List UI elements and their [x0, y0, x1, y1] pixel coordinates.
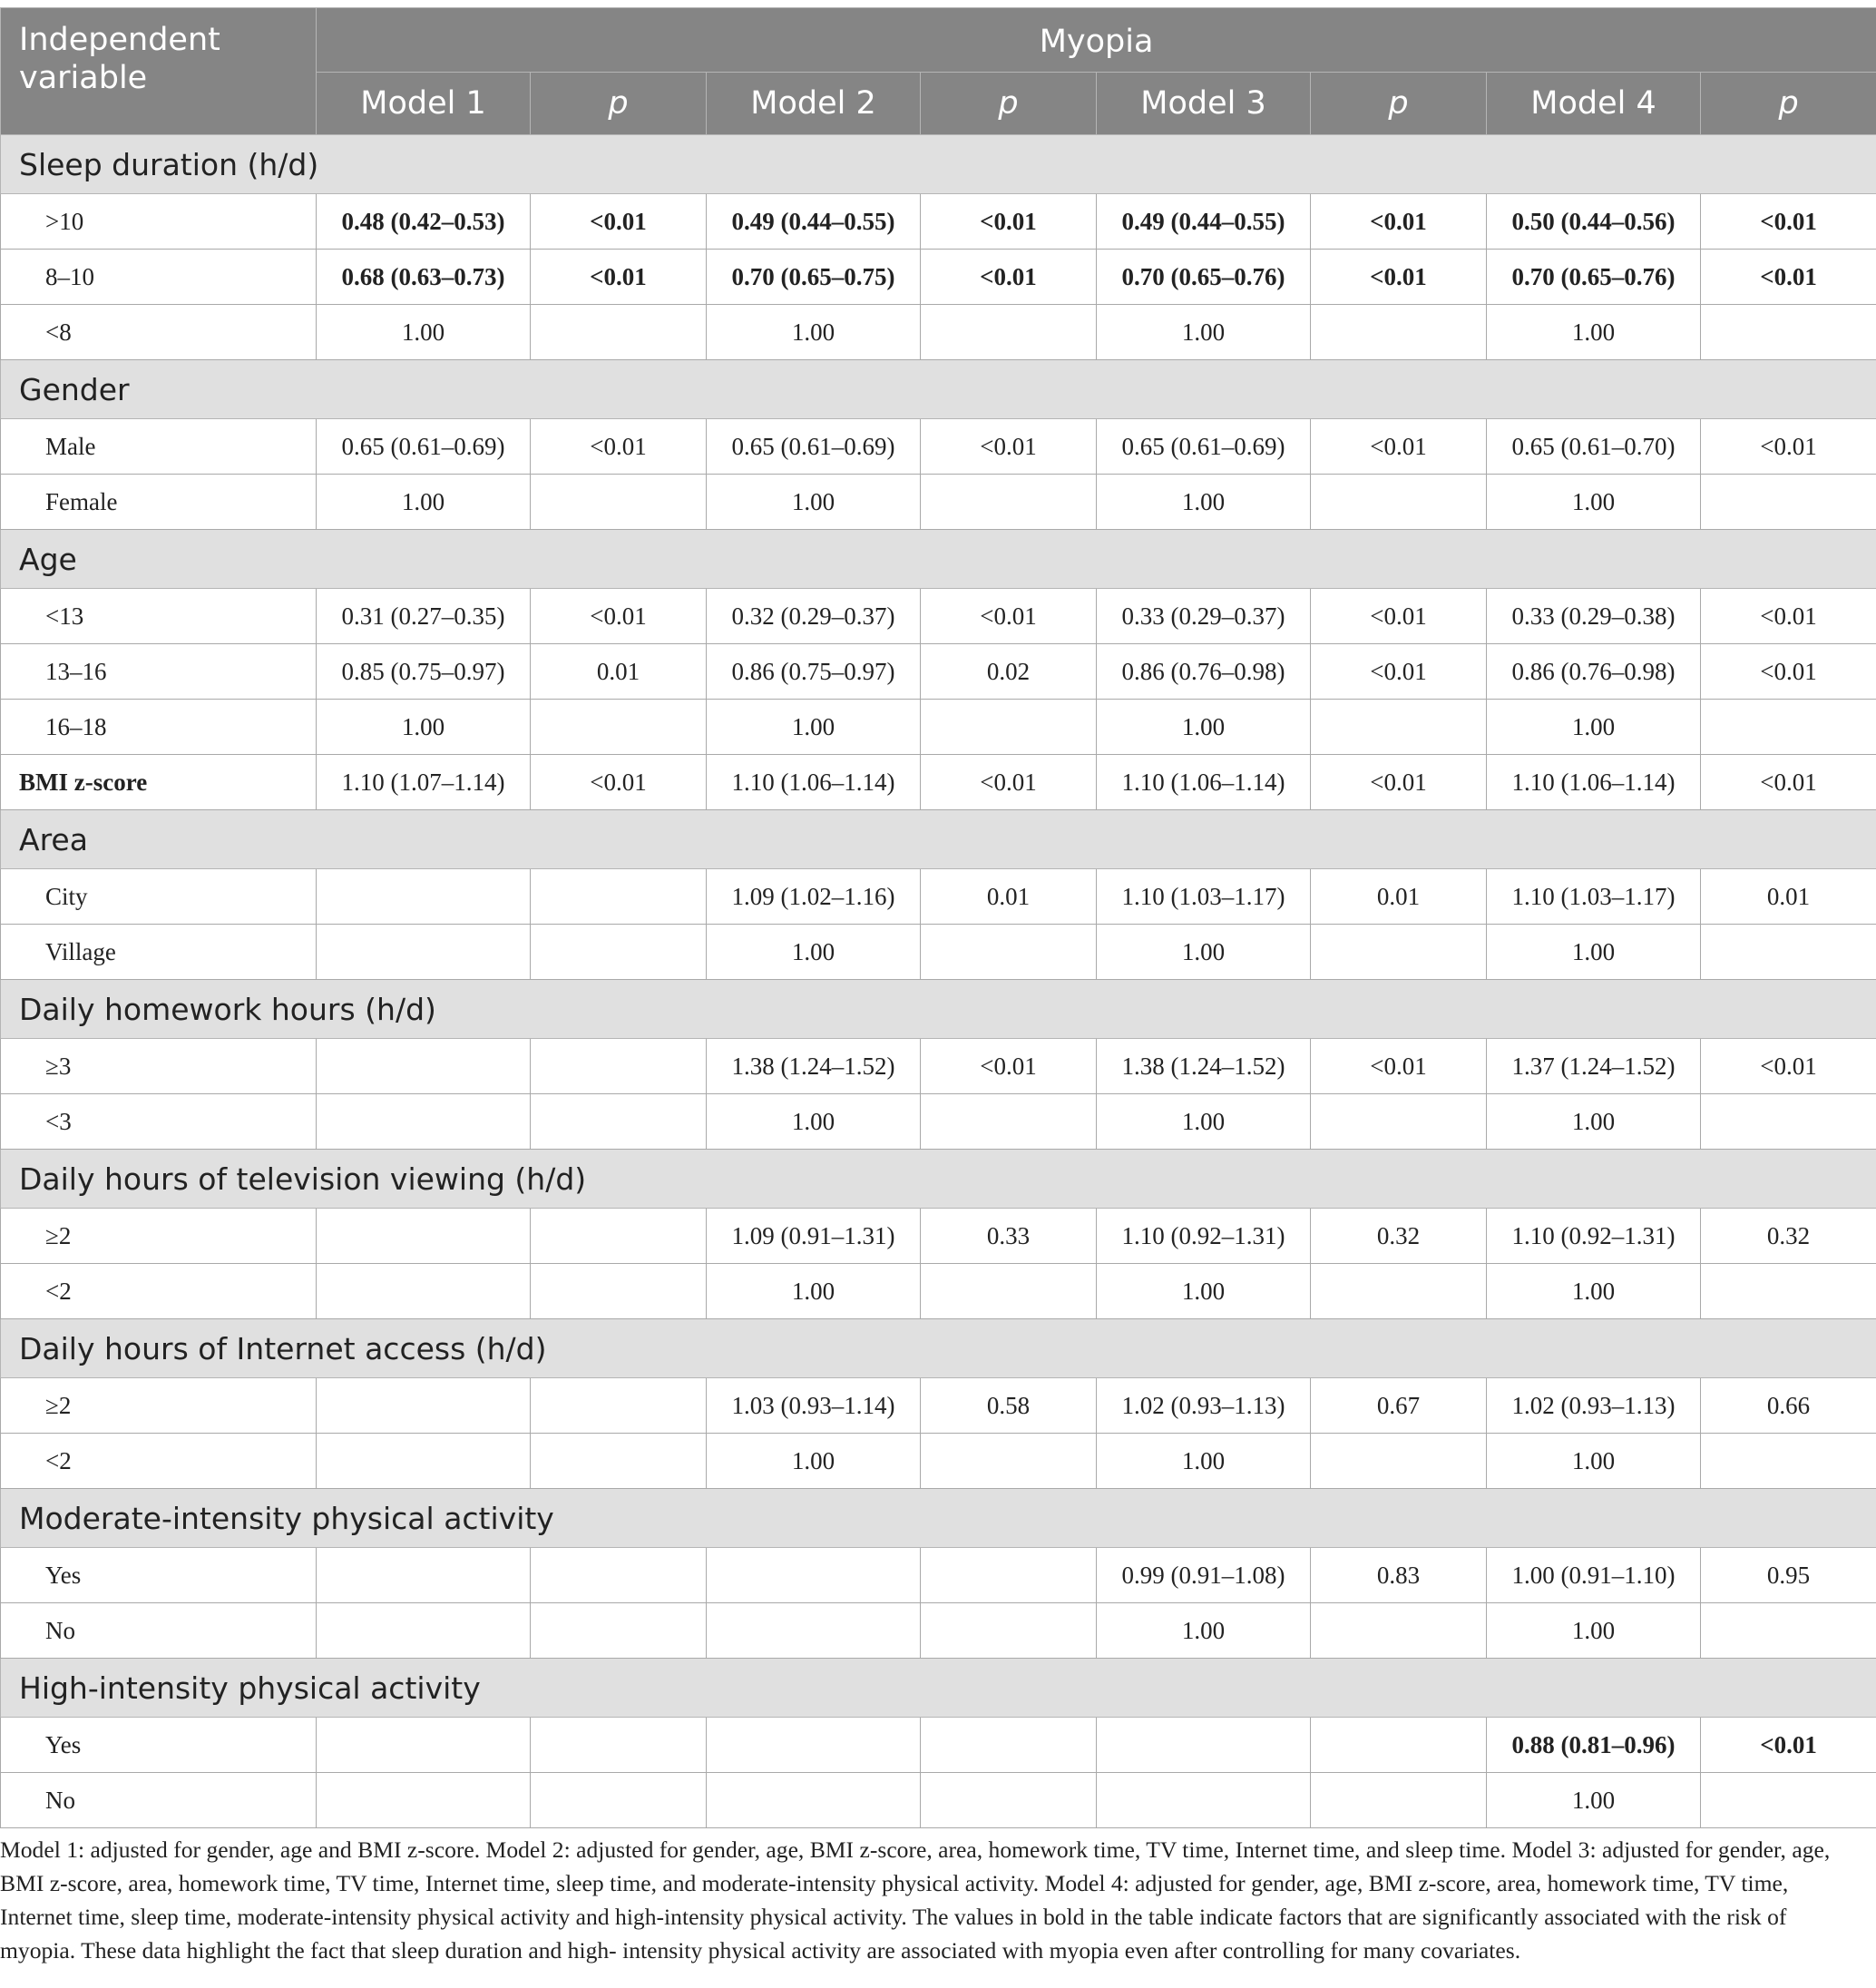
section-title: High-intensity physical activity: [1, 1659, 1876, 1718]
row-label: No: [1, 1773, 317, 1828]
odds-ratio-cell: 1.00: [1487, 1264, 1701, 1319]
p-value-cell: 0.01: [1311, 869, 1487, 925]
p-value-cell: [1311, 1434, 1487, 1489]
p-value-cell: [921, 305, 1097, 360]
table-row: [1, 700, 1876, 755]
p-value-cell: [1701, 1264, 1876, 1319]
odds-ratio-cell: 0.65 (0.61–0.69): [1097, 419, 1311, 475]
p-value-cell: [1311, 1603, 1487, 1659]
p-value-cell: <0.01: [1701, 589, 1876, 644]
odds-ratio-cell: 1.00: [1487, 925, 1701, 980]
table-footnote: Model 1: adjusted for gender, age and BMI z-score. Model 2: adjusted for gender, age, BMI z-score, area, homework time, TV time, Internet time, and sleep time. Model 3: adjusted for gender, age, BMI z-score, area, homework time, TV time, Internet time, sleep time, and moderate-intensity physical activity. Model 4: adjusted for gender, age, BMI z-score, area, homework time, TV time, Internet time, sleep time, moderate-intensity physical activity and high-intensity physical activity. The values in bold in the table indicate factors that are significantly associated with the risk of myopia. These data highlight the fact that sleep duration and high- intensity physical activity are associated with myopia even after controlling for many covariates.: [0, 1836, 1831, 1964]
odds-ratio-cell: [317, 1209, 531, 1264]
odds-ratio-cell: [707, 1603, 921, 1659]
p-value-cell: [531, 1434, 707, 1489]
odds-ratio-cell: 1.00: [707, 1264, 921, 1319]
odds-ratio-cell: [317, 925, 531, 980]
row-label: Yes: [1, 1548, 317, 1603]
p-value-cell: [1701, 305, 1876, 360]
odds-ratio-cell: [317, 869, 531, 925]
odds-ratio-cell: 0.70 (0.65–0.75): [707, 250, 921, 305]
odds-ratio-cell: 1.00: [707, 1434, 921, 1489]
p-value-cell: [1701, 925, 1876, 980]
p-value-cell: [921, 1718, 1097, 1773]
odds-ratio-cell: [317, 1264, 531, 1319]
odds-ratio-cell: 1.00: [707, 475, 921, 530]
p-value-cell: [1311, 475, 1487, 530]
odds-ratio-table: [0, 7, 1876, 1828]
section-row: [1, 360, 1876, 419]
odds-ratio-cell: 0.32 (0.29–0.37): [707, 589, 921, 644]
p-value-cell: [1311, 1718, 1487, 1773]
section-title: Moderate-intensity physical activity: [1, 1489, 1876, 1548]
odds-ratio-cell: 0.49 (0.44–0.55): [707, 194, 921, 250]
p-value-cell: 0.01: [921, 869, 1097, 925]
odds-ratio-cell: 0.85 (0.75–0.97): [317, 644, 531, 700]
table-row: [1, 1434, 1876, 1489]
p-value-cell: [531, 925, 707, 980]
odds-ratio-cell: 1.10 (1.06–1.14): [1097, 755, 1311, 810]
odds-ratio-cell: [707, 1718, 921, 1773]
odds-ratio-cell: 1.00: [1097, 1434, 1311, 1489]
odds-ratio-cell: [1097, 1773, 1311, 1828]
odds-ratio-cell: 1.00: [1487, 1434, 1701, 1489]
p-value-cell: <0.01: [1311, 250, 1487, 305]
table-row: [1, 644, 1876, 700]
row-label: <13: [1, 589, 317, 644]
section-row: [1, 810, 1876, 869]
odds-ratio-cell: 1.10 (1.03–1.17): [1487, 869, 1701, 925]
odds-ratio-cell: 0.88 (0.81–0.96): [1487, 1718, 1701, 1773]
odds-ratio-cell: 1.00: [1097, 925, 1311, 980]
p-value-cell: [921, 475, 1097, 530]
p-value-cell: [1701, 700, 1876, 755]
p-value-cell: [921, 925, 1097, 980]
section-row: [1, 1659, 1876, 1718]
header-model-4: Model 4: [1487, 73, 1701, 135]
odds-ratio-cell: 0.65 (0.61–0.69): [317, 419, 531, 475]
odds-ratio-cell: [317, 1718, 531, 1773]
row-label: Male: [1, 419, 317, 475]
table-row: [1, 1718, 1876, 1773]
p-value-cell: [1701, 475, 1876, 530]
section-row: [1, 135, 1876, 194]
row-label: ≥2: [1, 1378, 317, 1434]
odds-ratio-cell: 1.09 (1.02–1.16): [707, 869, 921, 925]
table-body: [1, 135, 1876, 1828]
p-value-cell: [921, 1603, 1097, 1659]
p-value-cell: <0.01: [531, 419, 707, 475]
p-value-cell: 0.32: [1311, 1209, 1487, 1264]
odds-ratio-cell: 0.99 (0.91–1.08): [1097, 1548, 1311, 1603]
p-value-cell: [921, 1548, 1097, 1603]
odds-ratio-cell: 1.02 (0.93–1.13): [1487, 1378, 1701, 1434]
odds-ratio-cell: 0.68 (0.63–0.73): [317, 250, 531, 305]
p-value-cell: <0.01: [921, 1039, 1097, 1094]
p-value-cell: [531, 869, 707, 925]
odds-ratio-cell: 1.00: [707, 925, 921, 980]
row-label: <2: [1, 1434, 317, 1489]
odds-ratio-cell: 1.00: [317, 305, 531, 360]
odds-ratio-cell: 1.10 (1.06–1.14): [1487, 755, 1701, 810]
p-value-cell: [1701, 1773, 1876, 1828]
p-value-cell: [531, 1264, 707, 1319]
p-value-cell: [921, 1094, 1097, 1150]
p-value-cell: <0.01: [921, 194, 1097, 250]
table-row: [1, 1264, 1876, 1319]
odds-ratio-cell: 0.86 (0.76–0.98): [1097, 644, 1311, 700]
p-value-cell: 0.32: [1701, 1209, 1876, 1264]
row-label: ≥3: [1, 1039, 317, 1094]
table-row: [1, 194, 1876, 250]
odds-ratio-cell: 1.00: [707, 305, 921, 360]
p-value-cell: <0.01: [531, 250, 707, 305]
odds-ratio-cell: 1.37 (1.24–1.52): [1487, 1039, 1701, 1094]
p-value-cell: 0.58: [921, 1378, 1097, 1434]
section-title: Daily hours of television viewing (h/d): [1, 1150, 1876, 1209]
table-row: [1, 1039, 1876, 1094]
p-value-cell: [1701, 1434, 1876, 1489]
odds-ratio-cell: 0.33 (0.29–0.37): [1097, 589, 1311, 644]
p-value-cell: <0.01: [1701, 1718, 1876, 1773]
header-model-2: Model 2: [707, 73, 921, 135]
odds-ratio-cell: 1.00: [1487, 1603, 1701, 1659]
p-value-cell: 0.95: [1701, 1548, 1876, 1603]
odds-ratio-cell: 1.00: [1097, 475, 1311, 530]
p-value-cell: [1311, 925, 1487, 980]
odds-ratio-cell: 1.38 (1.24–1.52): [1097, 1039, 1311, 1094]
odds-ratio-cell: [317, 1548, 531, 1603]
row-label: 13–16: [1, 644, 317, 700]
odds-ratio-cell: 1.00: [1487, 475, 1701, 530]
odds-ratio-cell: 1.00: [317, 700, 531, 755]
odds-ratio-cell: 1.09 (0.91–1.31): [707, 1209, 921, 1264]
odds-ratio-cell: [317, 1434, 531, 1489]
p-value-cell: 0.01: [1701, 869, 1876, 925]
odds-ratio-cell: 1.00: [1487, 1773, 1701, 1828]
header-model-3: Model 3: [1097, 73, 1311, 135]
row-label: Village: [1, 925, 317, 980]
header-myopia: Myopia: [317, 8, 1876, 73]
table-row: [1, 1773, 1876, 1828]
p-value-cell: 0.33: [921, 1209, 1097, 1264]
p-value-cell: <0.01: [1311, 589, 1487, 644]
odds-ratio-cell: 1.10 (1.06–1.14): [707, 755, 921, 810]
row-label: No: [1, 1603, 317, 1659]
odds-ratio-cell: [707, 1548, 921, 1603]
odds-ratio-cell: 0.65 (0.61–0.69): [707, 419, 921, 475]
odds-ratio-cell: 1.00: [1097, 1603, 1311, 1659]
p-value-cell: [531, 1548, 707, 1603]
odds-ratio-cell: 0.65 (0.61–0.70): [1487, 419, 1701, 475]
odds-ratio-cell: [317, 1603, 531, 1659]
p-value-cell: [921, 1264, 1097, 1319]
p-value-cell: [531, 1718, 707, 1773]
table-row: [1, 589, 1876, 644]
table-row: [1, 1209, 1876, 1264]
p-value-cell: [1311, 1773, 1487, 1828]
header-p-1: p: [531, 73, 707, 135]
header-p-2: p: [921, 73, 1097, 135]
odds-ratio-cell: 1.00: [1097, 1094, 1311, 1150]
odds-ratio-cell: [317, 1773, 531, 1828]
p-value-cell: [531, 1603, 707, 1659]
p-value-cell: [921, 700, 1097, 755]
table-row: [1, 1603, 1876, 1659]
odds-ratio-cell: 1.00: [1097, 305, 1311, 360]
p-value-cell: <0.01: [921, 589, 1097, 644]
p-value-cell: 0.01: [531, 644, 707, 700]
row-label: 8–10: [1, 250, 317, 305]
odds-ratio-cell: 1.10 (1.07–1.14): [317, 755, 531, 810]
p-value-cell: [921, 1434, 1097, 1489]
section-row: [1, 530, 1876, 589]
odds-ratio-cell: 0.86 (0.76–0.98): [1487, 644, 1701, 700]
table-row: [1, 1094, 1876, 1150]
table-row: [1, 250, 1876, 305]
odds-ratio-cell: 0.33 (0.29–0.38): [1487, 589, 1701, 644]
odds-ratio-cell: 1.02 (0.93–1.13): [1097, 1378, 1311, 1434]
p-value-cell: <0.01: [1311, 194, 1487, 250]
row-label: >10: [1, 194, 317, 250]
p-value-cell: <0.01: [921, 250, 1097, 305]
p-value-cell: <0.01: [921, 755, 1097, 810]
p-value-cell: [531, 1773, 707, 1828]
p-value-cell: [1311, 1094, 1487, 1150]
odds-ratio-cell: [707, 1773, 921, 1828]
p-value-cell: <0.01: [1311, 1039, 1487, 1094]
odds-ratio-cell: 0.70 (0.65–0.76): [1487, 250, 1701, 305]
odds-ratio-cell: 1.00: [1097, 700, 1311, 755]
p-value-cell: 0.66: [1701, 1378, 1876, 1434]
table-row: [1, 419, 1876, 475]
p-value-cell: [531, 475, 707, 530]
table-row: [1, 925, 1876, 980]
section-row: [1, 1319, 1876, 1378]
p-value-cell: [1311, 305, 1487, 360]
odds-ratio-cell: 1.10 (0.92–1.31): [1487, 1209, 1701, 1264]
header-model-1: Model 1: [317, 73, 531, 135]
p-value-cell: <0.01: [531, 755, 707, 810]
odds-ratio-cell: 1.10 (0.92–1.31): [1097, 1209, 1311, 1264]
section-title: Area: [1, 810, 1876, 869]
odds-ratio-cell: 1.00: [317, 475, 531, 530]
p-value-cell: [921, 1773, 1097, 1828]
p-value-cell: [1701, 1603, 1876, 1659]
odds-ratio-cell: 1.00: [1097, 1264, 1311, 1319]
row-label: Female: [1, 475, 317, 530]
p-value-cell: [1311, 1264, 1487, 1319]
section-row: [1, 1489, 1876, 1548]
odds-ratio-cell: [317, 1094, 531, 1150]
p-value-cell: [531, 305, 707, 360]
section-row: [1, 980, 1876, 1039]
p-value-cell: 0.02: [921, 644, 1097, 700]
row-label: Yes: [1, 1718, 317, 1773]
row-label: <3: [1, 1094, 317, 1150]
odds-ratio-cell: [317, 1039, 531, 1094]
table-row: [1, 475, 1876, 530]
p-value-cell: <0.01: [1701, 1039, 1876, 1094]
section-title: Daily homework hours (h/d): [1, 980, 1876, 1039]
table-row: [1, 869, 1876, 925]
odds-ratio-cell: 0.31 (0.27–0.35): [317, 589, 531, 644]
p-value-cell: 0.83: [1311, 1548, 1487, 1603]
p-value-cell: [531, 1094, 707, 1150]
odds-ratio-cell: [317, 1378, 531, 1434]
p-value-cell: <0.01: [531, 194, 707, 250]
section-row: [1, 1150, 1876, 1209]
odds-ratio-cell: 1.10 (1.03–1.17): [1097, 869, 1311, 925]
odds-ratio-cell: 1.00 (0.91–1.10): [1487, 1548, 1701, 1603]
odds-ratio-cell: 1.00: [707, 1094, 921, 1150]
p-value-cell: 0.67: [1311, 1378, 1487, 1434]
row-label: BMI z-score: [1, 755, 317, 810]
p-value-cell: <0.01: [1701, 644, 1876, 700]
p-value-cell: <0.01: [1701, 250, 1876, 305]
section-title: Gender: [1, 360, 1876, 419]
p-value-cell: [531, 1378, 707, 1434]
p-value-cell: <0.01: [1311, 644, 1487, 700]
p-value-cell: [1701, 1094, 1876, 1150]
table-row: [1, 305, 1876, 360]
odds-ratio-cell: 0.49 (0.44–0.55): [1097, 194, 1311, 250]
odds-ratio-cell: 1.00: [1487, 1094, 1701, 1150]
row-label: ≥2: [1, 1209, 317, 1264]
odds-ratio-cell: 1.38 (1.24–1.52): [707, 1039, 921, 1094]
odds-ratio-cell: 0.86 (0.75–0.97): [707, 644, 921, 700]
odds-ratio-cell: 0.48 (0.42–0.53): [317, 194, 531, 250]
p-value-cell: <0.01: [1701, 755, 1876, 810]
p-value-cell: [531, 700, 707, 755]
p-value-cell: <0.01: [1311, 419, 1487, 475]
p-value-cell: <0.01: [1701, 419, 1876, 475]
odds-ratio-cell: [1097, 1718, 1311, 1773]
section-title: Age: [1, 530, 1876, 589]
p-value-cell: <0.01: [1311, 755, 1487, 810]
table-row: [1, 1378, 1876, 1434]
header-p-3: p: [1311, 73, 1487, 135]
p-value-cell: <0.01: [921, 419, 1097, 475]
table-row: [1, 1548, 1876, 1603]
section-title: Sleep duration (h/d): [1, 135, 1876, 194]
header-p-4: p: [1701, 73, 1876, 135]
row-label: 16–18: [1, 700, 317, 755]
p-value-cell: [1311, 700, 1487, 755]
odds-ratio-cell: 0.50 (0.44–0.56): [1487, 194, 1701, 250]
odds-ratio-cell: 0.70 (0.65–0.76): [1097, 250, 1311, 305]
row-label: <8: [1, 305, 317, 360]
row-label: City: [1, 869, 317, 925]
p-value-cell: [531, 1039, 707, 1094]
odds-ratio-cell: 1.00: [1487, 700, 1701, 755]
header-independent-variable: Independent variable: [1, 8, 317, 135]
p-value-cell: [531, 1209, 707, 1264]
table-row: [1, 755, 1876, 810]
section-title: Daily hours of Internet access (h/d): [1, 1319, 1876, 1378]
row-label: <2: [1, 1264, 317, 1319]
odds-ratio-cell: 1.00: [1487, 305, 1701, 360]
p-value-cell: <0.01: [531, 589, 707, 644]
table-header: [1, 8, 1876, 135]
p-value-cell: <0.01: [1701, 194, 1876, 250]
odds-ratio-cell: 1.03 (0.93–1.14): [707, 1378, 921, 1434]
odds-ratio-cell: 1.00: [707, 700, 921, 755]
